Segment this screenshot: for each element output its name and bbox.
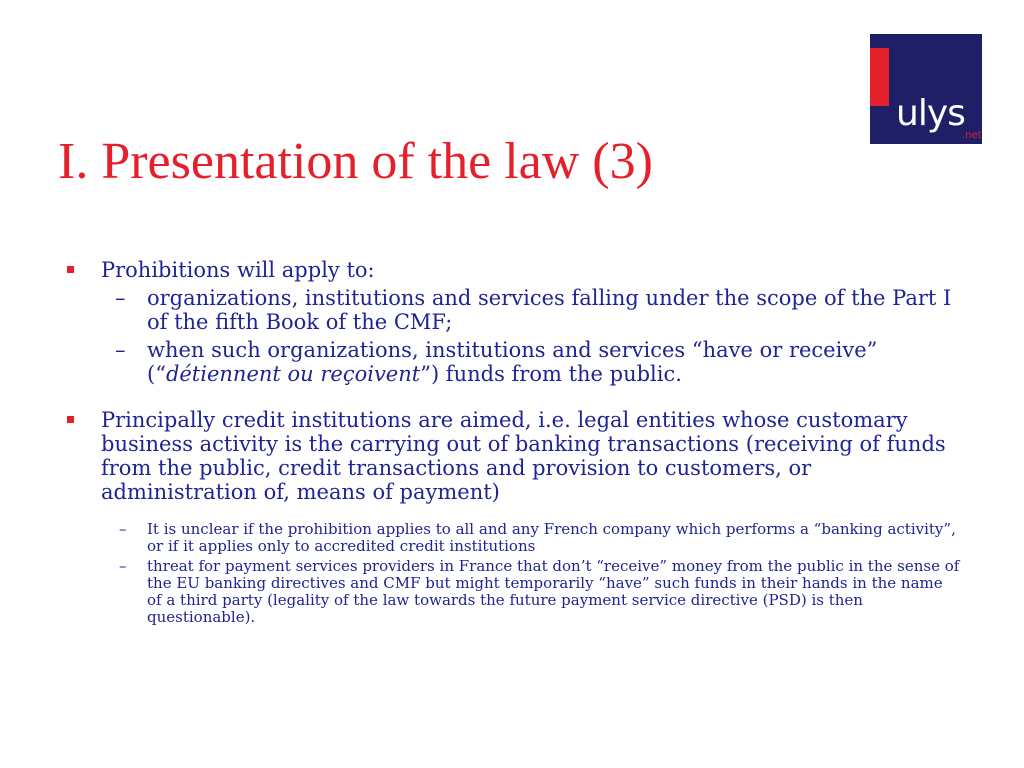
bullet-text: Principally credit institutions are aimed, i.e. legal entities whose customary business activity is the carrying out of banking transactions (receiving of funds from the public, credit transactions and provision to customers, or administration of, means of payment) — [101, 408, 946, 504]
sub-bullet-item — [60, 558, 960, 626]
sub-bullet-text: organizations, institutions and services falling under the scope of the Part I of the fifth Book of the CMF; — [147, 286, 952, 334]
logo-word: ulys — [896, 93, 965, 134]
sub-bullet-item — [60, 338, 960, 386]
bullet-item — [60, 408, 960, 504]
slide-title: I. Presentation of the law (3) — [58, 133, 653, 190]
bullet-text: Prohibitions will apply to: — [101, 258, 375, 282]
dash-icon: – — [115, 338, 126, 362]
ulys-logo — [870, 34, 982, 144]
sub-bullet-item — [60, 521, 960, 555]
logo-red-bar — [870, 48, 889, 106]
square-bullet-icon — [67, 266, 74, 273]
sub-bullet-text: It is unclear if the prohibition applies to all and any French company which performs a “banking activity”, or if it applies only to accredited credit institutions — [147, 520, 956, 555]
dash-icon: – — [115, 286, 126, 310]
dash-icon: – — [119, 520, 127, 538]
sub-bullet-item — [60, 286, 960, 334]
square-bullet-icon — [67, 416, 74, 423]
bullet-item — [60, 258, 960, 282]
slide-body — [60, 258, 960, 626]
dash-icon: – — [119, 557, 127, 575]
logo-sub: .net — [962, 130, 982, 141]
sub-bullet-text-post: ”) funds from the public. — [420, 362, 682, 386]
sub-bullet-text-italic: détiennent ou reçoivent — [165, 362, 421, 386]
sub-bullet-text-pre: when such organizations, institutions and services “have or receive” (“ — [147, 338, 878, 386]
sub-bullet-text: threat for payment services providers in France that don’t “receive” money from the public in the sense of the EU banking directives and CMF but might temporarily “have” such funds in their hands in the name of a third party (legality of the law towards the future payment service directive (PSD) is then questionable). — [147, 557, 960, 626]
